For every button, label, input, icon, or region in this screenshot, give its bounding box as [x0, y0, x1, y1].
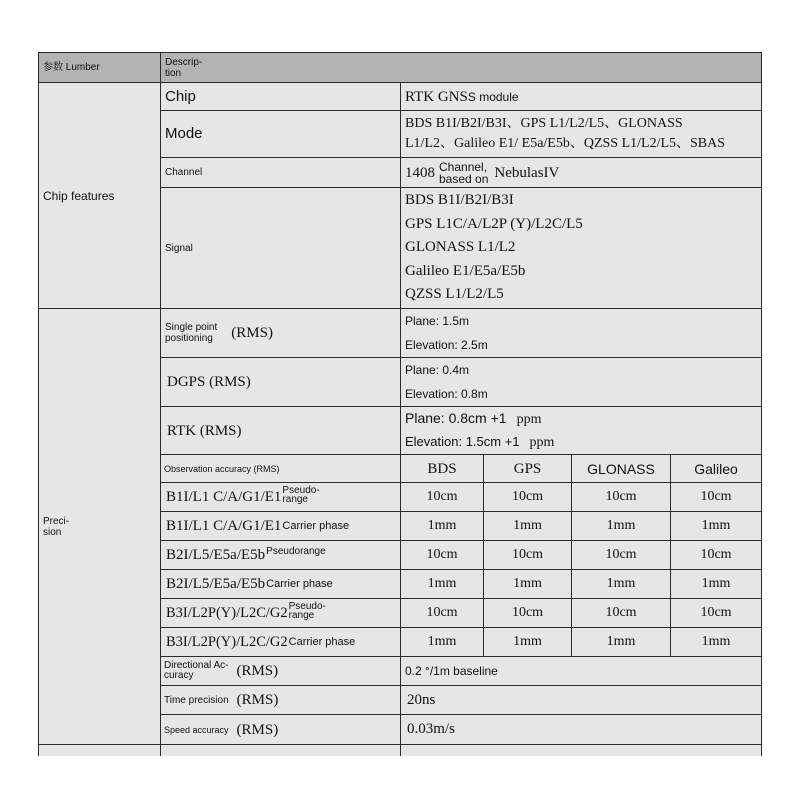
obs-cell-glonass: [571, 598, 671, 628]
directional-value-cell: [400, 656, 762, 686]
obs-value: 1mm: [513, 518, 542, 533]
channel-label: Channel: [165, 167, 203, 178]
col-header-bds-label: BDS: [427, 460, 457, 477]
obs-row-type: Carrier phase: [266, 578, 333, 590]
mode-line-1: BDS B1I/B2I/B3I、GPS L1/L2/L5、GLONASS: [405, 116, 683, 131]
speed-rms: (RMS): [236, 721, 279, 738]
directional-rms: (RMS): [236, 663, 279, 679]
chip-value-cell: [400, 82, 762, 111]
header-param-number: [38, 52, 161, 83]
directional-label-cell: [160, 656, 401, 686]
obs-row-label-cell: [160, 511, 401, 541]
col-header-gps: [483, 454, 572, 483]
group-precision: [38, 308, 161, 745]
obs-row-signal: B1I/L1 C/A/G1/E1: [166, 488, 282, 505]
dgps-label: DGPS (RMS): [167, 374, 251, 390]
obs-cell-galileo: [670, 569, 762, 599]
chip-value-main: RTK GNS: [405, 88, 468, 105]
single-point-value-cell: [400, 308, 762, 358]
col-header-bds: [400, 454, 484, 483]
chip-label-cell: [160, 82, 401, 111]
obs-value: 1mm: [513, 634, 542, 649]
group-chip-features: [38, 82, 161, 309]
obs-value: 10cm: [426, 547, 458, 562]
obs-row-label-cell: [160, 598, 401, 628]
mode-value-cell: [400, 110, 762, 158]
obs-cell-gps: [483, 482, 572, 512]
signal-line: GPS L1C/A/L2P (Y)/L2C/L5: [405, 215, 583, 232]
obs-row-signal: B1I/L1 C/A/G1/E1: [166, 517, 282, 534]
obs-value: 10cm: [700, 547, 732, 562]
rtk-plane-unit: ppm: [516, 412, 542, 427]
col-header-glonass: [571, 454, 671, 483]
chip-value-small: S module: [467, 89, 519, 104]
obs-cell-bds: [400, 569, 484, 599]
obs-cell-bds: [400, 511, 484, 541]
obs-row-signal: B2I/L5/E5a/E5b: [166, 546, 266, 563]
obs-cell-glonass: [571, 511, 671, 541]
dgps-plane: Plane: 0.4m: [405, 363, 470, 377]
obs-value: 10cm: [700, 605, 732, 620]
single-point-label: Single point positioning: [165, 322, 218, 344]
obs-cell-glonass: [571, 569, 671, 599]
single-point-rms: (RMS): [231, 325, 273, 341]
signal-label: Signal: [165, 242, 193, 254]
obs-cell-glonass: [571, 540, 671, 570]
obs-value: 1mm: [606, 634, 636, 649]
obs-cell-galileo: [670, 627, 762, 657]
obs-row-label-cell: [160, 569, 401, 599]
signal-line: Galileo E1/E5a/E5b: [405, 262, 526, 279]
obs-cell-galileo: [670, 511, 762, 541]
obs-row-label-cell: [160, 627, 401, 657]
mode-label-cell: [160, 110, 401, 158]
col-header-gps-label: GPS: [513, 460, 542, 477]
obs-row-type: Pseudo- range: [288, 601, 326, 621]
obs-cell-gps: [483, 540, 572, 570]
obs-cell-gps: [483, 569, 572, 599]
signal-line: GLONASS L1/L2: [405, 239, 516, 256]
channel-value-end: NebulasIV: [494, 164, 560, 181]
obs-cell-glonass: [571, 482, 671, 512]
signal-line: QZSS L1/L2/L5: [405, 286, 504, 303]
obs-cell-bds: [400, 627, 484, 657]
time-label: Time precision: [164, 694, 229, 706]
directional-value: 0.2 °/1m baseline: [405, 664, 498, 678]
obs-value: 1mm: [427, 634, 457, 649]
obs-cell-galileo: [670, 540, 762, 570]
single-point-elevation: Elevation: 2.5m: [405, 338, 488, 352]
obs-row-signal: B3I/L2P(Y)/L2C/G2: [166, 633, 288, 650]
mode-label: Mode: [165, 125, 203, 142]
obs-row-label-cell: [160, 540, 401, 570]
signal-value-cell: [400, 187, 762, 309]
speed-value: 0.03m/s: [407, 721, 455, 737]
next-row-label-cell: [160, 744, 401, 756]
rtk-elevation-unit: ppm: [529, 435, 555, 450]
channel-value-small: Channel, based on: [439, 159, 489, 186]
col-header-galileo-label: Galileo: [694, 460, 738, 477]
mode-line-2: L1/L2、Galileo E1/ E5a/E5b、QZSS L1/L2/L5、SBAS: [405, 136, 726, 151]
obs-cell-bds: [400, 598, 484, 628]
obs-value: 10cm: [511, 605, 544, 620]
time-value-cell: [400, 685, 762, 715]
header-param-number-label: 参数 Lumber: [43, 62, 100, 73]
header-description-label: Descrip- tion: [165, 56, 203, 79]
obs-value: 10cm: [605, 547, 637, 562]
dgps-elevation: Elevation: 0.8m: [405, 387, 488, 401]
signal-label-cell: [160, 187, 401, 309]
signal-line: BDS B1I/B2I/B3I: [405, 192, 514, 209]
obs-cell-gps: [483, 627, 572, 657]
channel-value-cell: [400, 157, 762, 188]
obs-value: 1mm: [606, 576, 636, 591]
directional-label: Directional Ac- curacy: [164, 660, 229, 681]
obs-cell-gps: [483, 598, 572, 628]
obs-value: 10cm: [605, 489, 637, 504]
observation-label: Observation accuracy (RMS): [164, 463, 280, 474]
single-point-label-cell: [160, 308, 401, 358]
obs-value: 1mm: [701, 518, 731, 533]
obs-value: 1mm: [701, 576, 731, 591]
group-chip-features-label: Chip features: [43, 188, 115, 203]
obs-value: 1mm: [606, 518, 636, 533]
obs-cell-galileo: [670, 482, 762, 512]
obs-value: 10cm: [426, 489, 458, 504]
col-header-galileo: [670, 454, 762, 483]
dgps-label-cell: [160, 357, 401, 407]
time-label-cell: [160, 685, 401, 715]
channel-label-cell: [160, 157, 401, 188]
obs-row-type: Pseudorange: [266, 546, 326, 557]
obs-value: 10cm: [605, 605, 637, 620]
obs-value: 1mm: [513, 576, 542, 591]
obs-value: 10cm: [511, 547, 544, 562]
obs-value: 1mm: [427, 576, 457, 591]
obs-row-label-cell: [160, 482, 401, 512]
header-description: [160, 52, 762, 83]
obs-row-signal: B2I/L5/E5a/E5b: [166, 575, 266, 592]
obs-cell-gps: [483, 511, 572, 541]
next-row-group-cell: [38, 744, 161, 756]
speed-label: Speed accuracy: [164, 724, 229, 735]
obs-cell-galileo: [670, 598, 762, 628]
next-row-value-cell: [400, 744, 762, 756]
obs-row-type: Carrier phase: [282, 520, 350, 532]
observation-label-cell: [160, 454, 401, 483]
obs-row-type: Pseudo- range: [282, 485, 320, 505]
time-value: 20ns: [407, 691, 436, 708]
rtk-label: RTK (RMS): [167, 422, 242, 439]
speed-value-cell: [400, 714, 762, 745]
time-rms: (RMS): [236, 692, 279, 708]
group-precision-label: Preci- sion: [43, 515, 70, 538]
obs-row-signal: B3I/L2P(Y)/L2C/G2: [166, 604, 288, 621]
channel-value-main: 1408: [405, 164, 435, 181]
dgps-value-cell: [400, 357, 762, 407]
col-header-glonass-label: GLONASS: [587, 460, 655, 477]
obs-value: 10cm: [426, 605, 458, 620]
obs-row-type: Carrier phase: [288, 636, 356, 648]
obs-value: 1mm: [701, 634, 731, 649]
obs-cell-glonass: [571, 627, 671, 657]
obs-value: 1mm: [427, 518, 457, 533]
rtk-label-cell: [160, 406, 401, 455]
chip-label: Chip: [165, 87, 196, 105]
rtk-plane: Plane: 0.8cm +1: [405, 410, 507, 426]
obs-value: 10cm: [700, 489, 732, 504]
obs-value: 10cm: [511, 489, 544, 504]
single-point-plane: Plane: 1.5m: [405, 314, 470, 328]
obs-cell-bds: [400, 482, 484, 512]
obs-cell-bds: [400, 540, 484, 570]
speed-label-cell: [160, 714, 401, 745]
rtk-value-cell: [400, 406, 762, 455]
rtk-elevation: Elevation: 1.5cm +1: [405, 434, 520, 449]
